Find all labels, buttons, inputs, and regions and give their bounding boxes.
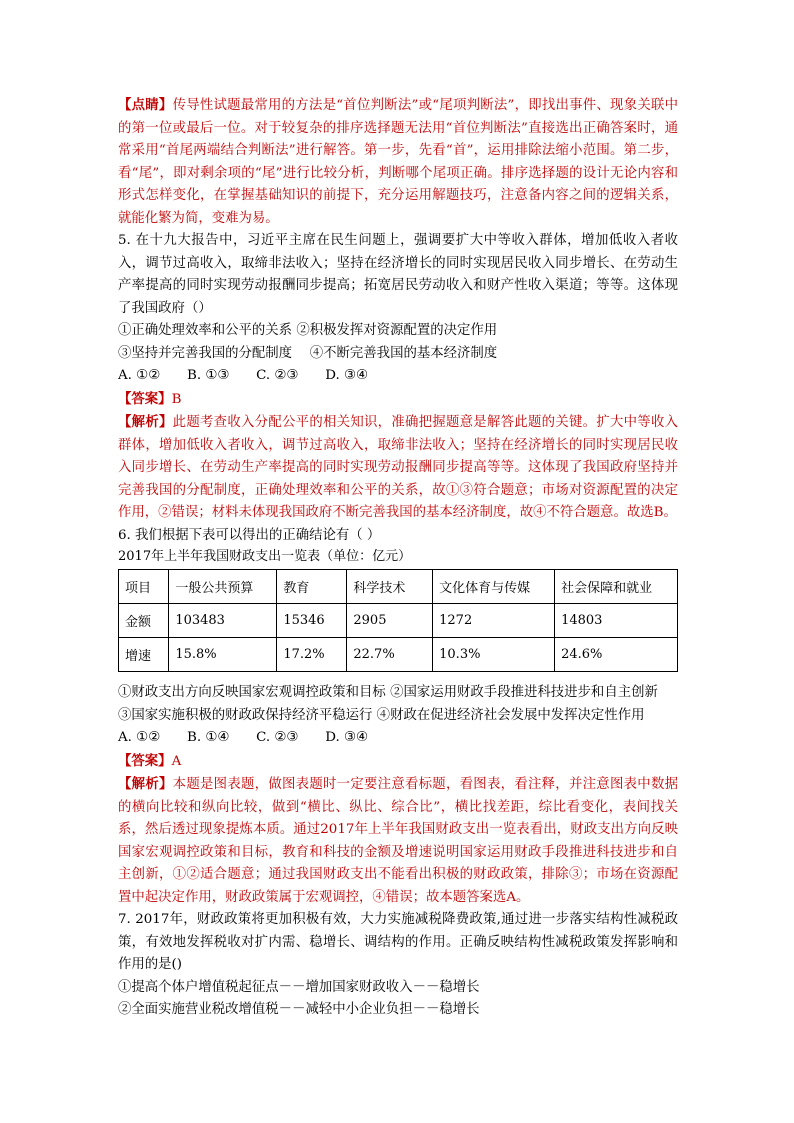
table-row xyxy=(119,638,678,672)
dianjing-text: 传导性试题最常用的方法是“首位判断法”或“尾项判断法”，即找出事件、现象关联中的第一位或最后一位。对于较复杂的排序选择题无法用“首位判断法”直接选出正确答案时，通常采用“首尾两端结合判断法”进行解答。第一步，先看“首”，运用排除法缩小范围。第二步，看“尾”，即对剩余项的“尾”进行比较分析，判断哪个尾项正确。排序选择题的设计无论内容和形式怎样变化，在掌握基础知识的前提下，充分运用解题技巧，注意备内容之间的逻辑关系，就能化繁为简，变难为易。 xyxy=(118,98,679,226)
table-row xyxy=(119,570,678,604)
table-cell: 金额 xyxy=(119,604,169,638)
analysis-tag: 【解析】 xyxy=(118,776,173,792)
question-6-answer xyxy=(118,750,678,774)
answer-tag: 【答案】 xyxy=(118,752,172,769)
table-cell: 2905 xyxy=(347,604,433,638)
analysis-tag: 【解析】 xyxy=(118,414,173,430)
table-cell: 22.7% xyxy=(347,638,433,672)
table-cell: 103483 xyxy=(169,604,277,638)
answer-tag: 【答案】 xyxy=(118,390,172,407)
table-cell: 社会保障和就业 xyxy=(555,570,678,604)
question-6-choice-line-2: ③国家实施积极的财政政保持经济平稳运行 ④财政在促进经济社会发展中发挥决定性作用 xyxy=(118,707,645,723)
question-5-stem: 5. 在十九大报告中，习近平主席在民生问题上，强调要扩大中等收入群体，增加低收入者收入，调节过高收入，取缔非法收入；坚持在经济增长的同时实现居民收入同步增长、在劳动生产率提高的同时实现劳动报酬同步提高；拓宽居民劳动收入和财产性收入渠道；等等。这体现了我国政府（） xyxy=(118,233,678,316)
question-7-choice-line-1: ①提高个体户增值税起征点－－增加国家财政收入－－稳增长 xyxy=(118,979,480,995)
table-cell: 增速 xyxy=(119,638,169,672)
table-cell: 项目 xyxy=(119,570,169,604)
question-5-analysis xyxy=(118,411,678,525)
dianjing-paragraph xyxy=(118,94,678,230)
question-5-answer xyxy=(118,388,678,412)
analysis-text: 此题考查收入分配公平的相关知识，准确把握题意是解答此题的关键。扩大中等收入群体，增加低收入者收入，调节过高收入，取缔非法收入；坚持在经济增长的同时实现居民收入同步增长、在劳动生产率提高的同时实现劳动报酬同步提高等等。这体现了我国政府坚持并完善我国的分配制度，正确处理效率和公平的关系，故①③符合题意；市场对资源配置的决定作用，②错误；材料未体现我国政府不断完善我国的基本经济制度，故④不符合题意。故选B。 xyxy=(118,415,679,520)
question-6-options: A. ①② B. ①④ C. ②③ D. ③④ xyxy=(118,730,368,745)
question-5-options: A. ①② B. ①③ C. ②③ D. ③④ xyxy=(118,368,368,383)
table-cell: 15346 xyxy=(277,604,347,638)
table-cell: 14803 xyxy=(555,604,678,638)
table-cell: 17.2% xyxy=(277,638,347,672)
table-cell: 1272 xyxy=(433,604,555,638)
table-cell: 15.8% xyxy=(169,638,277,672)
table-cell: 教育 xyxy=(277,570,347,604)
document-page xyxy=(118,94,678,1022)
dianjing-tag: 【点睛】 xyxy=(118,97,173,113)
question-5-choice-line-1: ①正确处理效率和公平的关系 ②积极发挥对资源配置的决定作用 xyxy=(118,323,498,338)
table-cell: 24.6% xyxy=(555,638,678,672)
question-6-analysis xyxy=(118,773,678,909)
finance-table xyxy=(118,569,678,672)
table-row xyxy=(119,604,678,638)
table-cell: 文化体育与传媒 xyxy=(433,570,555,604)
table-cell: 一般公共预算 xyxy=(169,570,277,604)
question-5-choice-line-2: ③坚持并完善我国的分配制度 ④不断完善我国的基本经济制度 xyxy=(118,345,498,361)
question-6-stem: 6. 我们根据下表可以得出的正确结论有（ ） xyxy=(118,527,381,543)
answer-value: B xyxy=(171,391,182,407)
table-caption: 2017年上半年我国财政支出一览表（单位：亿元） xyxy=(118,549,412,564)
answer-value: A xyxy=(171,753,182,769)
table-cell: 科学技术 xyxy=(347,570,433,604)
question-7-stem: 7. 2017年，财政政策将更加积极有效，大力实施减税降费政策,通过进一步落实结构性减税政策，有效地发挥税收对扩内需、稳增长、调结构的作用。正确反映结构性减税政策发挥影响和作用的是() xyxy=(118,912,678,972)
question-7-choice-line-2: ②全面实施营业税改增值税－－减轻中小企业负担－－稳增长 xyxy=(118,1002,480,1017)
analysis-text: 本题是图表题，做图表题时一定要注意看标题，看图表，看注释，并注意图表中数据的横向比较和纵向比较，做到“横比、纵比、综合比”，横比找差距，综比看变化，表间找关系，然后透过现象提炼本质。通过2017年上半年我国财政支出一览表看出，财政支出方向反映国家宏观调控政策和目标，教育和科技的金额及增速说明国家运用财政手段推进科技进步和自主创新，①②适合题意；通过我国财政支出不能看出积极的财政政策，排除③；市场在资源配置中起决定作用，财政政策属于宏观调控，④错误；故本题答案选A。 xyxy=(118,777,679,905)
question-6-choice-line-1: ①财政支出方向反映国家宏观调控政策和目标 ②国家运用财政手段推进科技进步和自主创新 xyxy=(118,685,658,700)
table-cell: 10.3% xyxy=(433,638,555,672)
